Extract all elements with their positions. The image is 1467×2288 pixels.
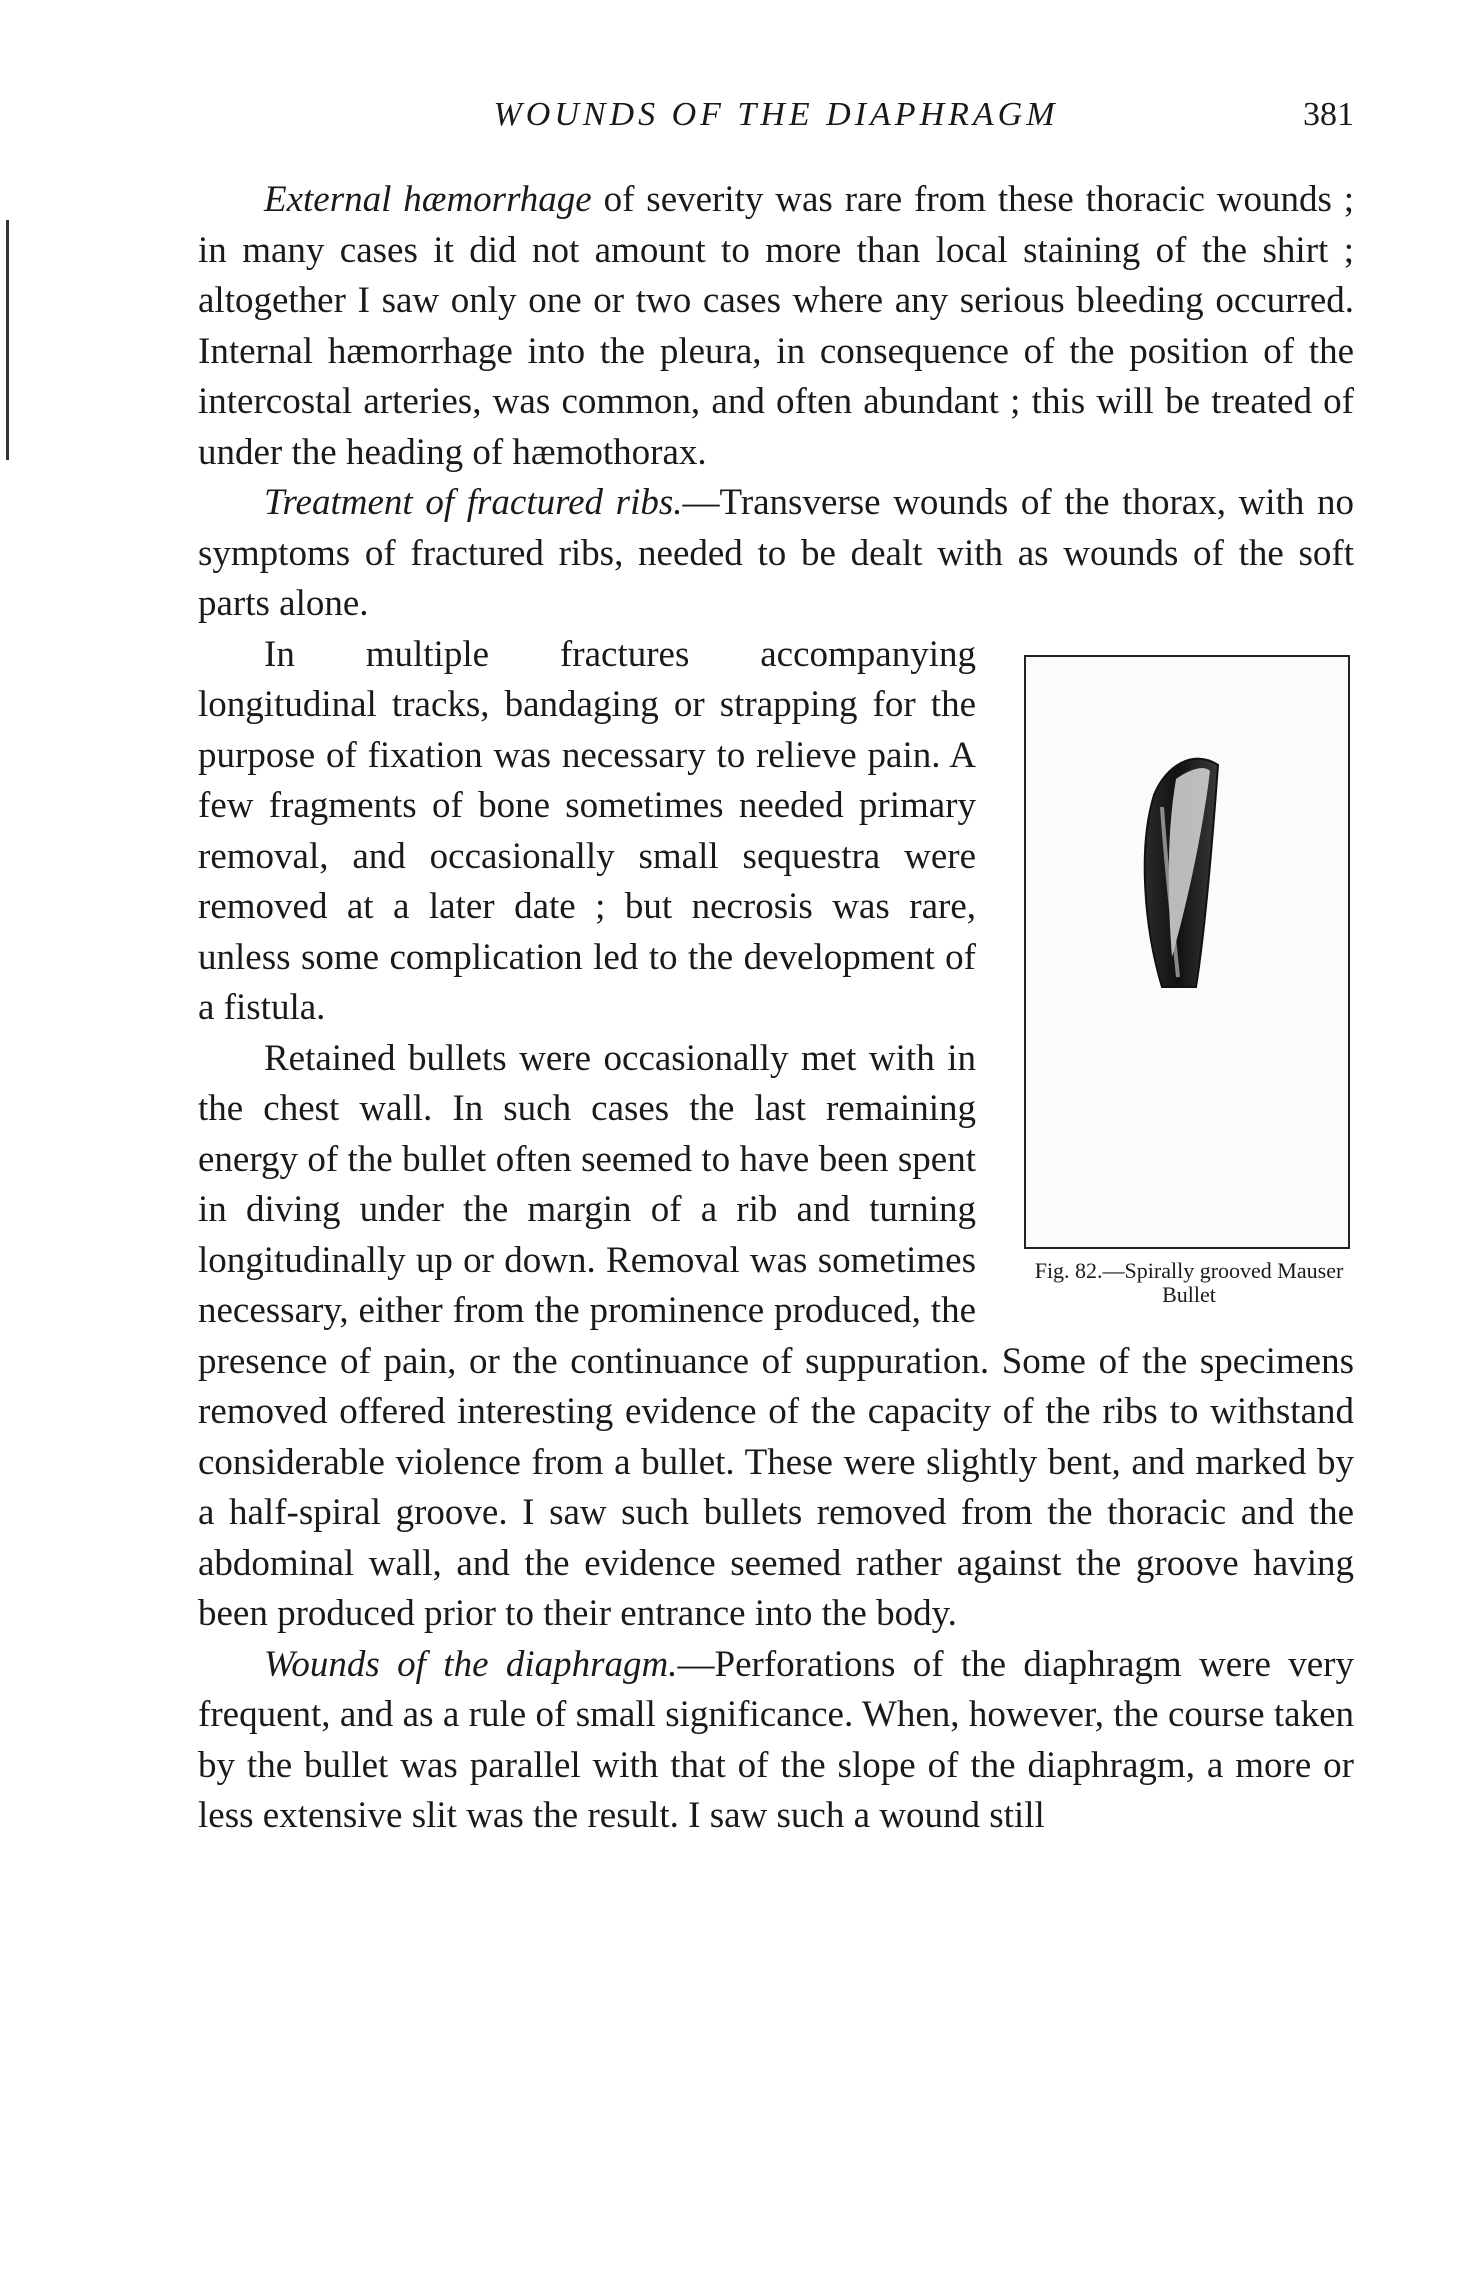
page-header <box>198 96 1354 146</box>
figure-82 <box>1024 655 1354 1307</box>
figure-caption: Fig. 82.—Spirally grooved Mauser Bullet <box>1034 1257 1344 1307</box>
paragraph-text: —Perforations of the diaphragm were very frequent, and as a rule of small significance. When, however, the course taken by the bullet was parallel with that of the slope of the diaphragm, a more or less extensive slit was the result. I saw such a wound still <box>198 1643 1354 1836</box>
page-number: 381 <box>1303 96 1354 133</box>
paragraph-text: Retained bullets were occasionally met with in the chest wall. In such cases the last remaining energy of the bullet often seemed to have been spent in diving under the margin of a rib and turning longitudinally up or down. Removal was sometimes necessary, either from the prominence produced, the presence of pain, or the continuance of suppuration. Some of the specimens removed offered interesting evidence of the capacity of the ribs to withstand considerable violence from a bullet. These were slightly bent, and marked by a half-spiral groove. I saw such bullets removed from the thoracic and the abdominal wall, and the evidence seemed rather against the groove having been produced prior to their entrance into the body. <box>198 1037 1354 1634</box>
paragraph-text: —Transverse wounds of the thorax, with no symptoms of fractured ribs, needed to be dealt with as wounds of the soft parts alone. <box>198 482 1354 624</box>
paragraph-wounds-diaphragm <box>198 1640 1354 1842</box>
paragraph-lead: External hæmorrhage <box>264 179 592 220</box>
paragraph-external-haemorrhage <box>198 175 1354 478</box>
page-body <box>198 175 1354 1842</box>
paragraph-lead: Wounds of the diaphragm. <box>264 1643 678 1685</box>
running-title: WOUNDS OF THE DIAPHRAGM <box>493 96 1059 133</box>
paragraph-text: of severity was rare from these thoracic wounds ; in many cases it did not amount to more than local staining of the shirt ; altogether I saw only one or two cases where any serious bleeding occurred. Internal hæmorrhage into the pleura, in consequence of the position of the intercostal arteries, was common, and often abundant ; this will be treated of under the heading of hæmothorax. <box>198 179 1355 473</box>
page-edge-mark <box>6 220 9 460</box>
paragraph-lead: Treatment of fractured ribs. <box>264 482 683 523</box>
mauser-bullet-illustration <box>1026 657 1348 1247</box>
paragraph-text: In multiple fractures accompanying longitudinal tracks, bandaging or strapping for the purpose of fixation was necessary to relieve pain. A few fragments of bone sometimes needed primary removal, and occasionally small sequestra were removed at a later date ; but necrosis was rare, unless some complication led to the development of a fistula. <box>198 633 976 1028</box>
paragraph-treatment-fractured-ribs <box>198 478 1354 630</box>
figure-frame <box>1024 655 1350 1249</box>
